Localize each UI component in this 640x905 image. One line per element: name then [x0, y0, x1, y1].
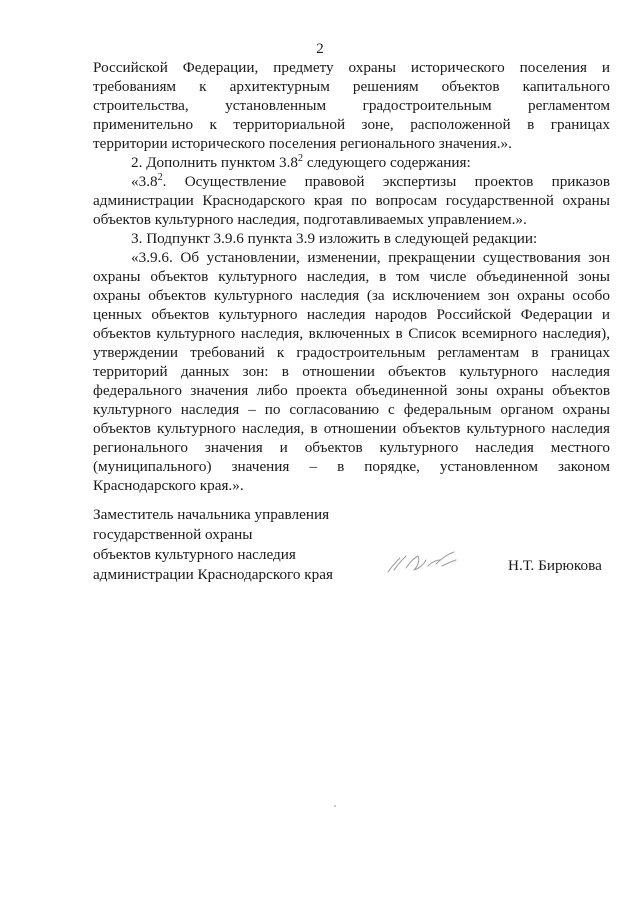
page-number: 2	[316, 41, 324, 57]
paragraph-continuation: Российской Федерации, предмету охраны исторического поселения и требованиям к архитектурным решениям объектов капитального строительства, установленным градостроительным регламентом применительно к территориальной зоне, расположенной в границах территории исторического поселения регионального значения.».	[93, 59, 610, 152]
paragraph-item-2-text-start: 2. Дополнить пунктом 3.8	[131, 154, 299, 171]
paragraph-item-2-superscript: 2	[298, 153, 304, 164]
signer-position-line-2: государственной охраны	[93, 526, 253, 543]
paragraph-item-2	[93, 153, 610, 172]
signer-position-line-4: администрации Краснодарского края	[93, 566, 333, 583]
paragraph-item-3-9-6: «3.9.6. Об установлении, изменении, прекращении существования зон охраны объектов культурного наследия, в том числе объединенной зоны охраны объектов культурного наследия (за исключением зон охраны особо ценных объектов культурного наследия народов Российской Федерации и объектов культурного наследия, включенных в Список всемирного наследия), утверждении требований к градостроительным регламентам в границах территорий данных зон: в отношении объектов культурного наследия федерального значения либо проекта объединенной зоны охраны объектов культурного наследия – по согласованию с федеральным органом охраны объектов культурного наследия, в отношении объектов культурного наследия регионального значения и объектов культурного наследия местного (муниципального) значения – в порядке, установленном законом Краснодарского края.».	[93, 249, 610, 494]
paragraph-item-3: 3. Подпункт 3.9.6 пункта 3.9 изложить в следующей редакции:	[131, 230, 538, 247]
paragraph-item-3-8-2-superscript: 2	[157, 172, 163, 183]
signer-position-line-1: Заместитель начальника управления	[93, 506, 330, 523]
handwritten-signature	[384, 548, 464, 578]
document-body	[93, 58, 610, 495]
paragraph-item-3-8-2-text-end: . Осуществление правовой экспертизы проектов приказов администрации Краснодарского края по вопросам государственной охраны объектов культурного наследия, подготавливаемых управлением.».	[93, 173, 610, 228]
paragraph-item-3-8-2	[93, 172, 610, 229]
signer-name: Н.Т. Бирюкова	[508, 557, 602, 574]
paragraph-item-2-text-end: следующего содержания:	[303, 154, 471, 171]
signer-position-line-3: объектов культурного наследия	[93, 546, 296, 563]
scan-speck	[334, 805, 336, 807]
paragraph-item-3-8-2-text-start: «3.8	[131, 173, 158, 190]
